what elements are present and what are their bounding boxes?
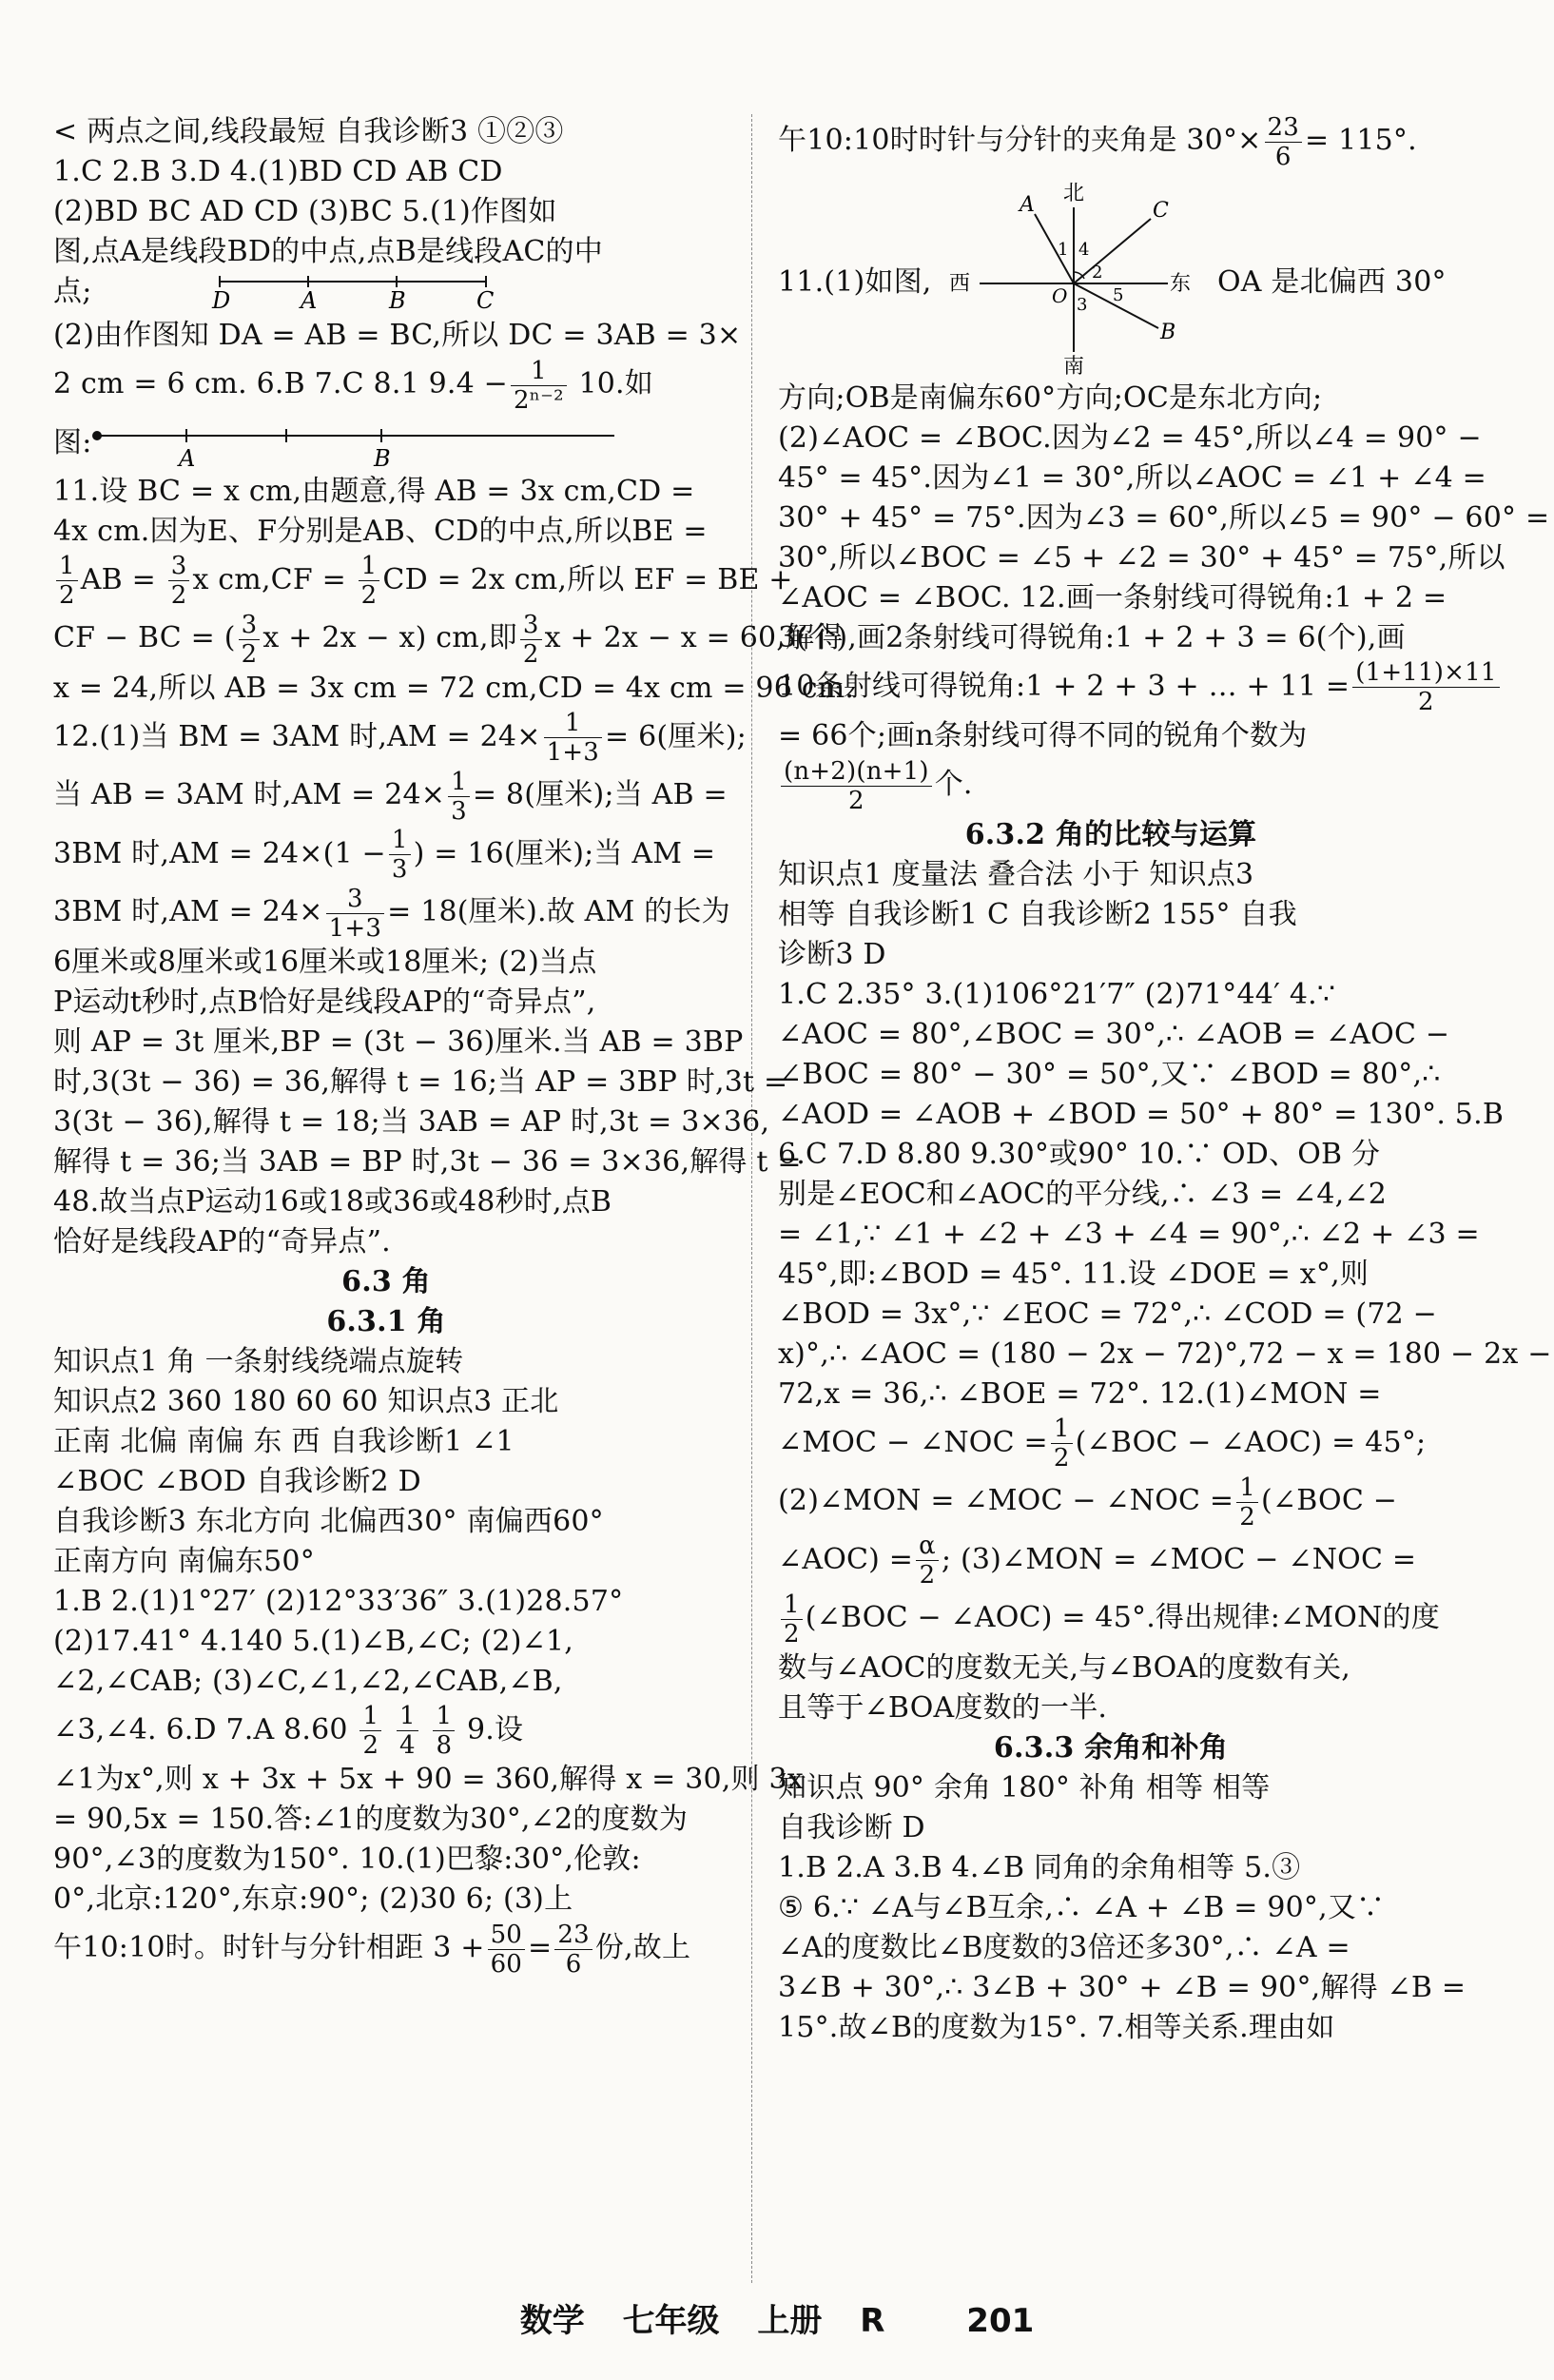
fraction bbox=[56, 552, 78, 610]
text-line: 正南 北偏 南偏 东 西 自我诊断1 ∠1 bbox=[53, 1424, 515, 1458]
text-span: 点; bbox=[53, 275, 92, 308]
denominator: 2 bbox=[847, 786, 864, 815]
denominator: 2ⁿ⁻² bbox=[513, 385, 564, 415]
fraction bbox=[1051, 1414, 1073, 1473]
label-east: 东 bbox=[1170, 271, 1192, 296]
page-number: 201 bbox=[966, 2302, 1035, 2340]
text-line: = 66个;画n条射线可得不同的锐角个数为 bbox=[778, 719, 1308, 752]
text-span: = 115°. bbox=[1305, 124, 1417, 157]
text-span: 11.(1)如图, bbox=[778, 264, 932, 299]
numerator: (n+2)(n+1) bbox=[781, 757, 932, 787]
denominator: 2 bbox=[522, 639, 539, 669]
text-line bbox=[778, 1414, 1444, 1473]
text-line: 方向;OB是南偏东60°方向;OC是东北方向; bbox=[778, 380, 1323, 415]
text-line bbox=[53, 709, 747, 768]
label-c: C bbox=[1153, 198, 1169, 223]
footer-subject: 数学 bbox=[519, 2302, 585, 2340]
compass-line bbox=[778, 171, 1447, 379]
text-span: 当 AB = 3AM 时,AM = 24× bbox=[53, 778, 446, 811]
fraction bbox=[520, 611, 542, 669]
denominator: 2 bbox=[1239, 1502, 1255, 1531]
text-span: ∠3,∠4. 6.D 7.A 8.60 bbox=[53, 1712, 348, 1746]
ray-figure-ab bbox=[91, 415, 624, 472]
text-line bbox=[53, 552, 793, 611]
text-line: ∠AOC = ∠BOC. 12.画一条射线可得锐角:1 + 2 = bbox=[778, 580, 1447, 615]
text-line: 11.设 BC = x cm,由题意,得 AB = 3x cm,CD = bbox=[53, 474, 695, 508]
text-span: (2)∠MON = ∠MOC − ∠NOC = bbox=[778, 1484, 1234, 1517]
numerator: 3 bbox=[168, 552, 190, 581]
text-line bbox=[778, 1531, 1444, 1590]
text-line: 1.C 2.B 3.D 4.(1)BD CD AB CD bbox=[53, 155, 503, 188]
text-line: 1.B 2.A 3.B 4.∠B 同角的余角相等 5.③ bbox=[778, 1850, 1301, 1884]
text-span: 午10:10时时针与分针的夹角是 30°× bbox=[778, 124, 1262, 157]
label-south: 南 bbox=[1063, 354, 1085, 379]
denominator: 8 bbox=[436, 1731, 453, 1760]
text-line: 时,3(3t − 36) = 36,解得 t = 16;当 AP = 3BP 时,3t = bbox=[53, 1064, 788, 1099]
text-line: ∠BOC ∠BOD 自我诊断2 D bbox=[53, 1464, 421, 1498]
text-line: ⑤ 6.∵ ∠A与∠B互余,∴ ∠A + ∠B = 90°,又∵ bbox=[778, 1890, 1386, 1924]
text-span: 10.如 bbox=[578, 367, 653, 400]
text-line: 4x cm.因为E、F分别是AB、CD的中点,所以BE = bbox=[53, 514, 708, 548]
text-line: < 两点之间,线段最短 自我诊断3 ①②③ bbox=[53, 115, 564, 148]
fraction bbox=[554, 1921, 592, 1979]
fraction bbox=[916, 1531, 939, 1590]
text-span: 12.(1)当 BM = 3AM 时,AM = 24× bbox=[53, 719, 541, 753]
fraction bbox=[544, 709, 602, 767]
fraction bbox=[1265, 113, 1302, 171]
denominator: 1+3 bbox=[546, 738, 600, 767]
text-span: ∠AOC) = bbox=[778, 1542, 914, 1576]
text-line: ∠AOD = ∠AOB + ∠BOD = 50° + 80° = 130°. 5.B bbox=[778, 1097, 1505, 1131]
label-a: A bbox=[301, 287, 318, 314]
text-span: 3BM 时,AM = 24× bbox=[53, 895, 323, 928]
text-span: 3BM 时,AM = 24×(1 − bbox=[53, 836, 386, 870]
label-b: B bbox=[374, 444, 391, 472]
fraction bbox=[239, 611, 261, 669]
denominator: 2 bbox=[919, 1561, 936, 1590]
text-line: 知识点2 360 180 60 60 知识点3 正北 bbox=[53, 1384, 559, 1418]
text-line: P运动t秒时,点B恰好是线段AP的“奇异点”, bbox=[53, 985, 596, 1019]
text-span: 份,故上 bbox=[594, 1931, 691, 1964]
text-line: ∠A的度数比∠B度数的3倍还多30°,∴ ∠A = bbox=[778, 1930, 1350, 1964]
fraction bbox=[488, 1921, 525, 1979]
text-line: ∠BOC = 80° − 30° = 50°,又∵ ∠BOD = 80°,∴ bbox=[778, 1057, 1441, 1091]
text-span: 图: bbox=[53, 425, 92, 459]
text-line: 自我诊断3 东北方向 北偏西30° 南偏西60° bbox=[53, 1504, 604, 1538]
denominator: 2 bbox=[1418, 688, 1434, 716]
text-line: (2)17.41° 4.140 5.(1)∠B,∠C; (2)∠1, bbox=[53, 1624, 573, 1658]
label-4: 4 bbox=[1078, 239, 1090, 260]
text-line: (2)由作图知 DA = AB = BC,所以 DC = 3AB = 3× bbox=[53, 319, 742, 352]
text-line: x = 24,所以 AB = 3x cm = 72 cm,CD = 4x cm = 96 cm. bbox=[53, 671, 855, 705]
text-line bbox=[53, 826, 719, 885]
numerator: α bbox=[916, 1531, 939, 1561]
text-line: 90°,∠3的度数为150°. 10.(1)巴黎:30°,伦敦: bbox=[53, 1843, 641, 1876]
label-a: A bbox=[1020, 192, 1035, 217]
text-span: (∠BOC − ∠AOC) = 45°.得出规律:∠MON的度 bbox=[805, 1601, 1440, 1634]
numerator: 1 bbox=[544, 709, 602, 738]
text-line: 且等于∠BOA度数的一半. bbox=[778, 1690, 1108, 1725]
text-line: 相等 自我诊断1 C 自我诊断2 155° 自我 bbox=[778, 897, 1297, 931]
text-line: 正南方向 南偏东50° bbox=[53, 1544, 315, 1578]
text-span: x + 2x − x) cm,即 bbox=[262, 621, 517, 654]
label-b: B bbox=[1160, 320, 1176, 344]
denominator: 2 bbox=[1053, 1444, 1070, 1473]
subsection-heading: 6.3.1 角 bbox=[326, 1304, 446, 1338]
denominator: 2 bbox=[170, 581, 187, 610]
text-line: 知识点1 度量法 叠合法 小于 知识点3 bbox=[778, 857, 1254, 891]
label-d: D bbox=[212, 287, 231, 314]
fraction bbox=[781, 1590, 803, 1648]
numerator: 1 bbox=[389, 826, 411, 855]
text-line: 3(个),画2条射线可得锐角:1 + 2 + 3 = 6(个),画 bbox=[778, 620, 1406, 654]
text-line bbox=[778, 1590, 1444, 1648]
text-span: x + 2x − x = 60,解得 bbox=[544, 621, 844, 654]
text-line bbox=[53, 610, 844, 669]
text-line: ∠BOD = 3x°,∵ ∠EOC = 72°,∴ ∠COD = (72 − bbox=[778, 1297, 1437, 1331]
text-span: (∠BOC − ∠AOC) = 45°; bbox=[1075, 1425, 1427, 1459]
numerator: 1 bbox=[397, 1702, 418, 1731]
denominator: 2 bbox=[362, 1731, 379, 1760]
text-line: 72,x = 36,∴ ∠BOE = 72°. 12.(1)∠MON = bbox=[778, 1376, 1382, 1411]
text-line: ∠1为x°,则 x + 3x + 5x + 90 = 360,解得 x = 30,则 3x bbox=[53, 1763, 804, 1796]
label-north: 北 bbox=[1063, 181, 1085, 205]
text-span: OA 是北偏西 30° bbox=[1217, 264, 1447, 299]
text-span: = 18(厘米).故 AM 的长为 bbox=[387, 895, 730, 928]
denominator: 6 bbox=[565, 1949, 582, 1979]
numerator: 23 bbox=[1265, 113, 1302, 143]
text-line: 6.C 7.D 8.80 9.30°或90° 10.∵ OD、OB 分 bbox=[778, 1137, 1381, 1171]
text-span: = 8(厘米);当 AB = bbox=[472, 778, 728, 811]
label-2: 2 bbox=[1092, 262, 1103, 283]
text-line bbox=[778, 756, 1444, 815]
numerator: 1 bbox=[433, 1702, 455, 1731]
segment-figure-dabc bbox=[210, 272, 495, 312]
text-span: 2 cm = 6 cm. 6.B 7.C 8.1 9.4 − bbox=[53, 367, 508, 400]
text-line: x)°,∴ ∠AOC = (180 − 2x − 72)°,72 − x = 180 − 2x − bbox=[778, 1336, 1552, 1371]
numerator: (1+11)×11 bbox=[1352, 658, 1499, 688]
numerator: 1 bbox=[1236, 1473, 1258, 1503]
label-1: 1 bbox=[1058, 239, 1069, 260]
text-line: 别是∠EOC和∠AOC的平分线,∴ ∠3 = ∠4,∠2 bbox=[778, 1177, 1388, 1211]
fraction bbox=[359, 1702, 381, 1760]
text-span: 9.设 bbox=[466, 1712, 524, 1746]
text-line bbox=[53, 1702, 719, 1761]
numerator: 1 bbox=[359, 1702, 381, 1731]
text-line: 恰好是线段AP的“奇异点”. bbox=[53, 1224, 391, 1258]
text-line: = 90,5x = 150.答:∠1的度数为30°,∠2的度数为 bbox=[53, 1803, 689, 1836]
text-line: ∠AOC = 80°,∠BOC = 30°,∴ ∠AOB = ∠AOC − bbox=[778, 1017, 1450, 1051]
text-line: 30° + 45° = 75°.因为∠3 = 60°,所以∠5 = 90° − 60° = bbox=[778, 500, 1550, 535]
text-line: 48.故当点P运动16或18或36或48秒时,点B bbox=[53, 1184, 612, 1219]
numerator: 1 bbox=[511, 357, 567, 386]
text-line bbox=[53, 1920, 719, 1979]
numerator: 1 bbox=[448, 768, 470, 797]
text-line: 15°.故∠B的度数为15°. 7.相等关系.理由如 bbox=[778, 2010, 1335, 2044]
numerator: 1 bbox=[1051, 1414, 1073, 1444]
subsection-heading: 6.3.2 角的比较与运算 bbox=[964, 817, 1257, 851]
denominator: 2 bbox=[241, 639, 258, 669]
label-5: 5 bbox=[1113, 284, 1124, 305]
text-span: 个. bbox=[934, 768, 973, 801]
denominator: 6 bbox=[1274, 142, 1292, 171]
text-line-with-figure bbox=[53, 272, 719, 312]
text-line: 诊断3 D bbox=[778, 937, 886, 971]
text-line: = ∠1,∵ ∠1 + ∠2 + ∠3 + ∠4 = 90°,∴ ∠2 + ∠3 = bbox=[778, 1217, 1480, 1251]
denominator: 3 bbox=[451, 796, 467, 826]
footer-edition: R bbox=[860, 2302, 885, 2340]
section-heading: 6.3 角 bbox=[341, 1264, 431, 1298]
text-span: ∠MOC − ∠NOC = bbox=[778, 1425, 1048, 1459]
text-line bbox=[778, 1473, 1444, 1531]
text-line: 1.C 2.35° 3.(1)106°21′7″ (2)71°44′ 4.∵ bbox=[778, 977, 1336, 1011]
fraction bbox=[1352, 658, 1499, 716]
text-line: 1.B 2.(1)1°27′ (2)12°33′36″ 3.(1)28.57° bbox=[53, 1584, 624, 1618]
text-line: 知识点 90° 余角 180° 补角 相等 相等 bbox=[778, 1770, 1271, 1805]
fraction bbox=[781, 757, 932, 815]
fraction bbox=[397, 1702, 418, 1760]
page-footer bbox=[0, 2294, 1554, 2341]
label-west: 西 bbox=[949, 271, 971, 296]
fraction bbox=[1236, 1473, 1258, 1531]
text-line: 6厘米或8厘米或16厘米或18厘米; (2)当点 bbox=[53, 945, 597, 979]
text-line: (2)∠AOC = ∠BOC.因为∠2 = 45°,所以∠4 = 90° − bbox=[778, 420, 1482, 455]
denominator: 4 bbox=[398, 1731, 416, 1760]
text-span: AB = bbox=[80, 562, 156, 596]
text-span: x cm,CF = bbox=[192, 562, 346, 596]
text-span: ; (3)∠MON = ∠MOC − ∠NOC = bbox=[941, 1542, 1417, 1576]
fraction bbox=[511, 357, 567, 415]
denominator: 2 bbox=[59, 581, 75, 610]
text-line: 知识点1 角 一条射线绕端点旋转 bbox=[53, 1344, 464, 1378]
text-line: 数与∠AOC的度数无关,与∠BOA的度数有关, bbox=[778, 1650, 1351, 1685]
footer-volume: 上册 bbox=[757, 2302, 823, 2340]
numerator: 23 bbox=[554, 1921, 592, 1950]
denominator: 1+3 bbox=[328, 913, 382, 943]
text-span: 午10:10时。时针与分针相距 3 + bbox=[53, 1931, 485, 1964]
angle-arc bbox=[1074, 271, 1084, 278]
text-line-with-figure bbox=[53, 415, 719, 472]
fraction bbox=[359, 552, 380, 610]
text-span: (∠BOC − bbox=[1260, 1484, 1398, 1517]
text-line: 0°,北京:120°,东京:90°; (2)30 6; (3)上 bbox=[53, 1883, 573, 1916]
text-span: = bbox=[528, 1931, 553, 1964]
label-c: C bbox=[476, 287, 495, 314]
column-divider bbox=[751, 114, 752, 2283]
text-span: 10条射线可得锐角:1 + 2 + 3 + … + 11 = bbox=[778, 669, 1350, 703]
text-line: 解得 t = 36;当 3AB = BP 时,3t − 36 = 3×36,解得 t = bbox=[53, 1144, 802, 1179]
fraction bbox=[433, 1702, 455, 1760]
label-o: O bbox=[1052, 283, 1068, 307]
numerator: 1 bbox=[56, 552, 78, 581]
text-line bbox=[53, 356, 719, 415]
numerator: 1 bbox=[359, 552, 380, 581]
subsection-heading: 6.3.3 余角和补角 bbox=[993, 1730, 1229, 1765]
numerator: 3 bbox=[239, 611, 261, 640]
text-span: ) = 16(厘米);当 AM = bbox=[413, 836, 716, 870]
text-line bbox=[778, 112, 1444, 171]
text-line: (2)BD BC AD CD (3)BC 5.(1)作图如 bbox=[53, 195, 557, 228]
right-column bbox=[778, 112, 1552, 2048]
text-line: 3(3t − 36),解得 t = 18;当 3AB = AP 时,3t = 3×36, bbox=[53, 1104, 770, 1139]
denominator: 2 bbox=[784, 1619, 800, 1648]
text-span: CF − BC = ( bbox=[53, 621, 236, 654]
text-line: 45° = 45°.因为∠1 = 30°,所以∠AOC = ∠1 + ∠4 = bbox=[778, 460, 1486, 495]
denominator: 3 bbox=[391, 855, 408, 884]
text-span: = 6(厘米); bbox=[605, 719, 747, 753]
text-line: ∠2,∠CAB; (3)∠C,∠1,∠2,∠CAB,∠B, bbox=[53, 1664, 563, 1698]
text-line: 45°,即:∠BOD = 45°. 11.设 ∠DOE = x°,则 bbox=[778, 1257, 1369, 1291]
label-3: 3 bbox=[1077, 294, 1088, 315]
text-span: CD = 2x cm,所以 EF = BE + bbox=[382, 562, 793, 596]
text-line: 30°,所以∠BOC = ∠5 + ∠2 = 30° + 45° = 75°,所以 bbox=[778, 540, 1505, 575]
numerator: 50 bbox=[488, 1921, 525, 1950]
text-line bbox=[53, 767, 728, 826]
text-line: 3∠B + 30°,∴ 3∠B + 30° + ∠B = 90°,解得 ∠B = bbox=[778, 1970, 1467, 2004]
label-a: A bbox=[179, 444, 196, 472]
numerator: 1 bbox=[781, 1590, 803, 1620]
fraction bbox=[389, 826, 411, 884]
footer-grade: 七年级 bbox=[622, 2302, 720, 2340]
text-line: 自我诊断 D bbox=[778, 1810, 925, 1844]
numerator: 3 bbox=[520, 611, 542, 640]
text-line: 图,点A是线段BD的中点,点B是线段AC的中 bbox=[53, 235, 603, 268]
text-line: 则 AP = 3t 厘米,BP = (3t − 36)厘米.当 AB = 3BP bbox=[53, 1024, 744, 1059]
fraction bbox=[448, 768, 470, 826]
fraction bbox=[168, 552, 190, 610]
text-line bbox=[53, 884, 730, 943]
numerator: 3 bbox=[326, 885, 384, 914]
fraction bbox=[326, 885, 384, 943]
denominator: 60 bbox=[490, 1949, 523, 1979]
text-line bbox=[778, 658, 1497, 717]
label-b: B bbox=[389, 287, 406, 314]
denominator: 2 bbox=[360, 581, 378, 610]
